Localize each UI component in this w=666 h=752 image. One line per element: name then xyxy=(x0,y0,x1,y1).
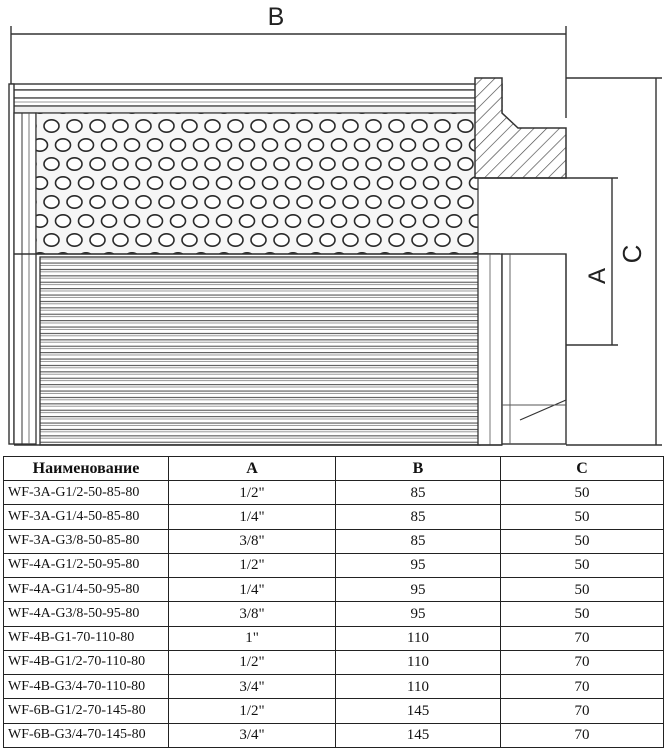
cell-name: WF-3A-G1/4-50-85-80 xyxy=(4,505,169,529)
cell-a: 1/2" xyxy=(169,553,336,577)
table-row xyxy=(4,699,664,723)
cell-name: WF-4A-G3/8-50-95-80 xyxy=(4,602,169,626)
cell-a: 3/4" xyxy=(169,723,336,747)
specification-table xyxy=(3,456,664,748)
fitting-body xyxy=(502,254,566,444)
cell-b: 85 xyxy=(336,505,501,529)
table-row xyxy=(4,553,664,577)
perforated-sleeve xyxy=(14,113,500,254)
cell-c: 50 xyxy=(501,529,664,553)
cell-c: 50 xyxy=(501,553,664,577)
cell-c: 70 xyxy=(501,675,664,699)
end-cap xyxy=(9,84,36,444)
cell-b: 145 xyxy=(336,699,501,723)
cell-name: WF-3A-G3/8-50-85-80 xyxy=(4,529,169,553)
table-row xyxy=(4,505,664,529)
cell-c: 70 xyxy=(501,626,664,650)
header-c: C xyxy=(501,457,664,481)
cell-name: WF-4A-G1/2-50-95-80 xyxy=(4,553,169,577)
table-row xyxy=(4,650,664,674)
table-row xyxy=(4,626,664,650)
cell-name: WF-4B-G1-70-110-80 xyxy=(4,626,169,650)
cell-a: 3/4" xyxy=(169,675,336,699)
cell-a: 1" xyxy=(169,626,336,650)
cell-name: WF-6B-G3/4-70-145-80 xyxy=(4,723,169,747)
table-header-row xyxy=(4,457,664,481)
cell-a: 3/8" xyxy=(169,602,336,626)
table-row xyxy=(4,723,664,747)
cell-a: 3/8" xyxy=(169,529,336,553)
top-rim xyxy=(12,84,502,113)
cell-name: WF-3A-G1/2-50-85-80 xyxy=(4,481,169,505)
cell-b: 85 xyxy=(336,529,501,553)
dimension-label-c: C xyxy=(617,244,647,264)
table-row xyxy=(4,529,664,553)
cell-a: 1/2" xyxy=(169,699,336,723)
dimension-label-a: A xyxy=(584,267,611,285)
cell-a: 1/2" xyxy=(169,650,336,674)
dimension-c xyxy=(566,78,662,445)
cell-name: WF-4B-G1/2-70-110-80 xyxy=(4,650,169,674)
cell-a: 1/4" xyxy=(169,578,336,602)
cell-c: 50 xyxy=(501,578,664,602)
dimension-label-b: B xyxy=(267,3,285,31)
cell-b: 95 xyxy=(336,578,501,602)
header-name: Наименование xyxy=(4,457,169,481)
cell-name: WF-4B-G3/4-70-110-80 xyxy=(4,675,169,699)
cell-c: 50 xyxy=(501,602,664,626)
cell-b: 85 xyxy=(336,481,501,505)
table-row xyxy=(4,578,664,602)
cell-c: 70 xyxy=(501,699,664,723)
cell-c: 70 xyxy=(501,650,664,674)
table-row xyxy=(4,481,664,505)
cell-name: WF-6B-G1/2-70-145-80 xyxy=(4,699,169,723)
cell-b: 95 xyxy=(336,553,501,577)
cell-c: 50 xyxy=(501,481,664,505)
cell-b: 110 xyxy=(336,650,501,674)
header-b: B xyxy=(336,457,501,481)
cell-b: 145 xyxy=(336,723,501,747)
header-a: A xyxy=(169,457,336,481)
cell-b: 95 xyxy=(336,602,501,626)
table-row xyxy=(4,602,664,626)
cell-a: 1/4" xyxy=(169,505,336,529)
cell-b: 110 xyxy=(336,626,501,650)
cell-a: 1/2" xyxy=(169,481,336,505)
threaded-fitting-section xyxy=(475,78,566,178)
table-row xyxy=(4,675,664,699)
pleated-media xyxy=(14,254,502,445)
cell-c: 50 xyxy=(501,505,664,529)
dimension-a xyxy=(566,178,618,345)
cell-name: WF-4A-G1/4-50-95-80 xyxy=(4,578,169,602)
cell-c: 70 xyxy=(501,723,664,747)
cell-b: 110 xyxy=(336,675,501,699)
